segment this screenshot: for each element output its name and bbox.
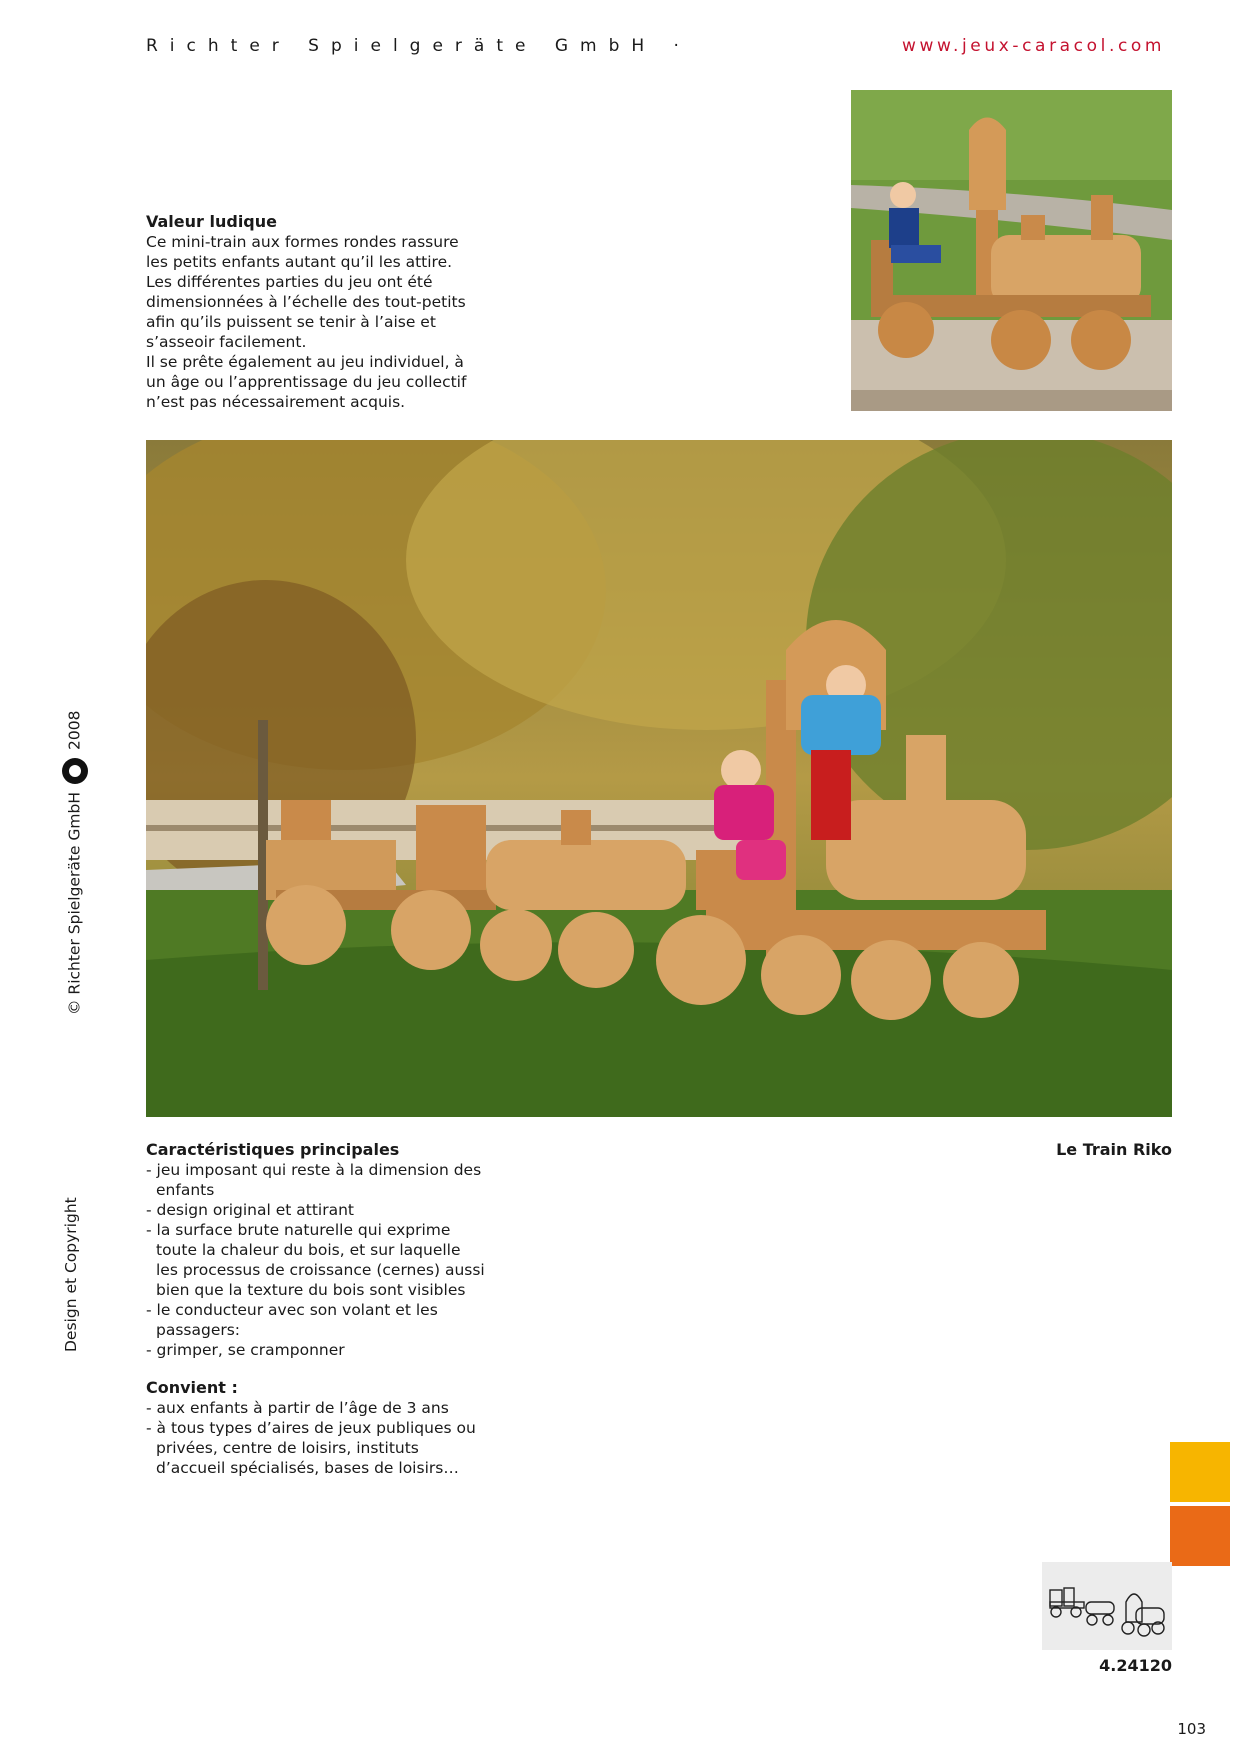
valeur-line: Ce mini-train aux formes rondes rassure: [146, 233, 459, 251]
valeur-line: afin qu’ils puissent se tenir à l’aise et: [146, 313, 436, 331]
category-tab-orange: [1170, 1506, 1230, 1566]
side-design-copyright: Design et Copyright: [62, 1197, 80, 1352]
company-header: Richter Spielgeräte GmbH ·: [146, 36, 691, 56]
list-item: - aux enfants à partir de l’âge de 3 ans: [146, 1398, 486, 1418]
valeur-line: s’asseoir facilement.: [146, 333, 307, 351]
richter-logo-icon: [62, 758, 88, 784]
convient-heading: Convient :: [146, 1378, 238, 1397]
valeur-ludique-section: [146, 212, 486, 412]
side-copyright: [62, 711, 88, 1015]
list-item: - design original et attirant: [146, 1200, 486, 1220]
train-drawing-thumbnail: [1042, 1562, 1172, 1650]
reference-number: 4.24120: [1099, 1656, 1172, 1675]
valeur-line: n’est pas nécessairement acquis.: [146, 393, 406, 411]
website-link[interactable]: www.jeux-caracol.com: [902, 36, 1166, 56]
list-item: - la surface brute naturelle qui exprime toute la chaleur du bois, et sur laquelle les processus de croissance (cernes) aussi bien que la texture du bois sont visibles: [146, 1220, 486, 1300]
valeur-line: les petits enfants autant qu’il les attire.: [146, 253, 453, 271]
caracteristiques-heading: Caractéristiques principales: [146, 1140, 400, 1159]
train-drawing-icon: [1042, 1562, 1172, 1650]
valeur-heading: Valeur ludique: [146, 212, 277, 231]
valeur-line: un âge ou l’apprentissage du jeu collectif: [146, 373, 467, 391]
convient-section: [146, 1378, 486, 1478]
valeur-line: Il se prête également au jeu individuel, à: [146, 353, 464, 371]
list-item: - jeu imposant qui reste à la dimension des enfants: [146, 1160, 486, 1200]
train-main-photo: [146, 440, 1172, 1117]
product-name: Le Train Riko: [1056, 1140, 1172, 1159]
list-item: - grimper, se cramponner: [146, 1340, 486, 1360]
locomotive-photo: [851, 90, 1172, 411]
copyright-year: 2008: [65, 710, 84, 751]
caracteristiques-section: [146, 1140, 486, 1360]
category-tab-yellow: [1170, 1442, 1230, 1502]
copyright-text: © Richter Spielgeräte GmbH: [65, 792, 84, 1015]
list-item: - à tous types d’aires de jeux publiques ou privées, centre de loisirs, instituts d’accueil spécialisés, bases de loisirs…: [146, 1418, 486, 1478]
page-number: 103: [1177, 1720, 1206, 1738]
valeur-line: Les différentes parties du jeu ont été: [146, 273, 433, 291]
list-item: - le conducteur avec son volant et les passagers:: [146, 1300, 486, 1340]
valeur-line: dimensionnées à l’échelle des tout-petits: [146, 293, 466, 311]
